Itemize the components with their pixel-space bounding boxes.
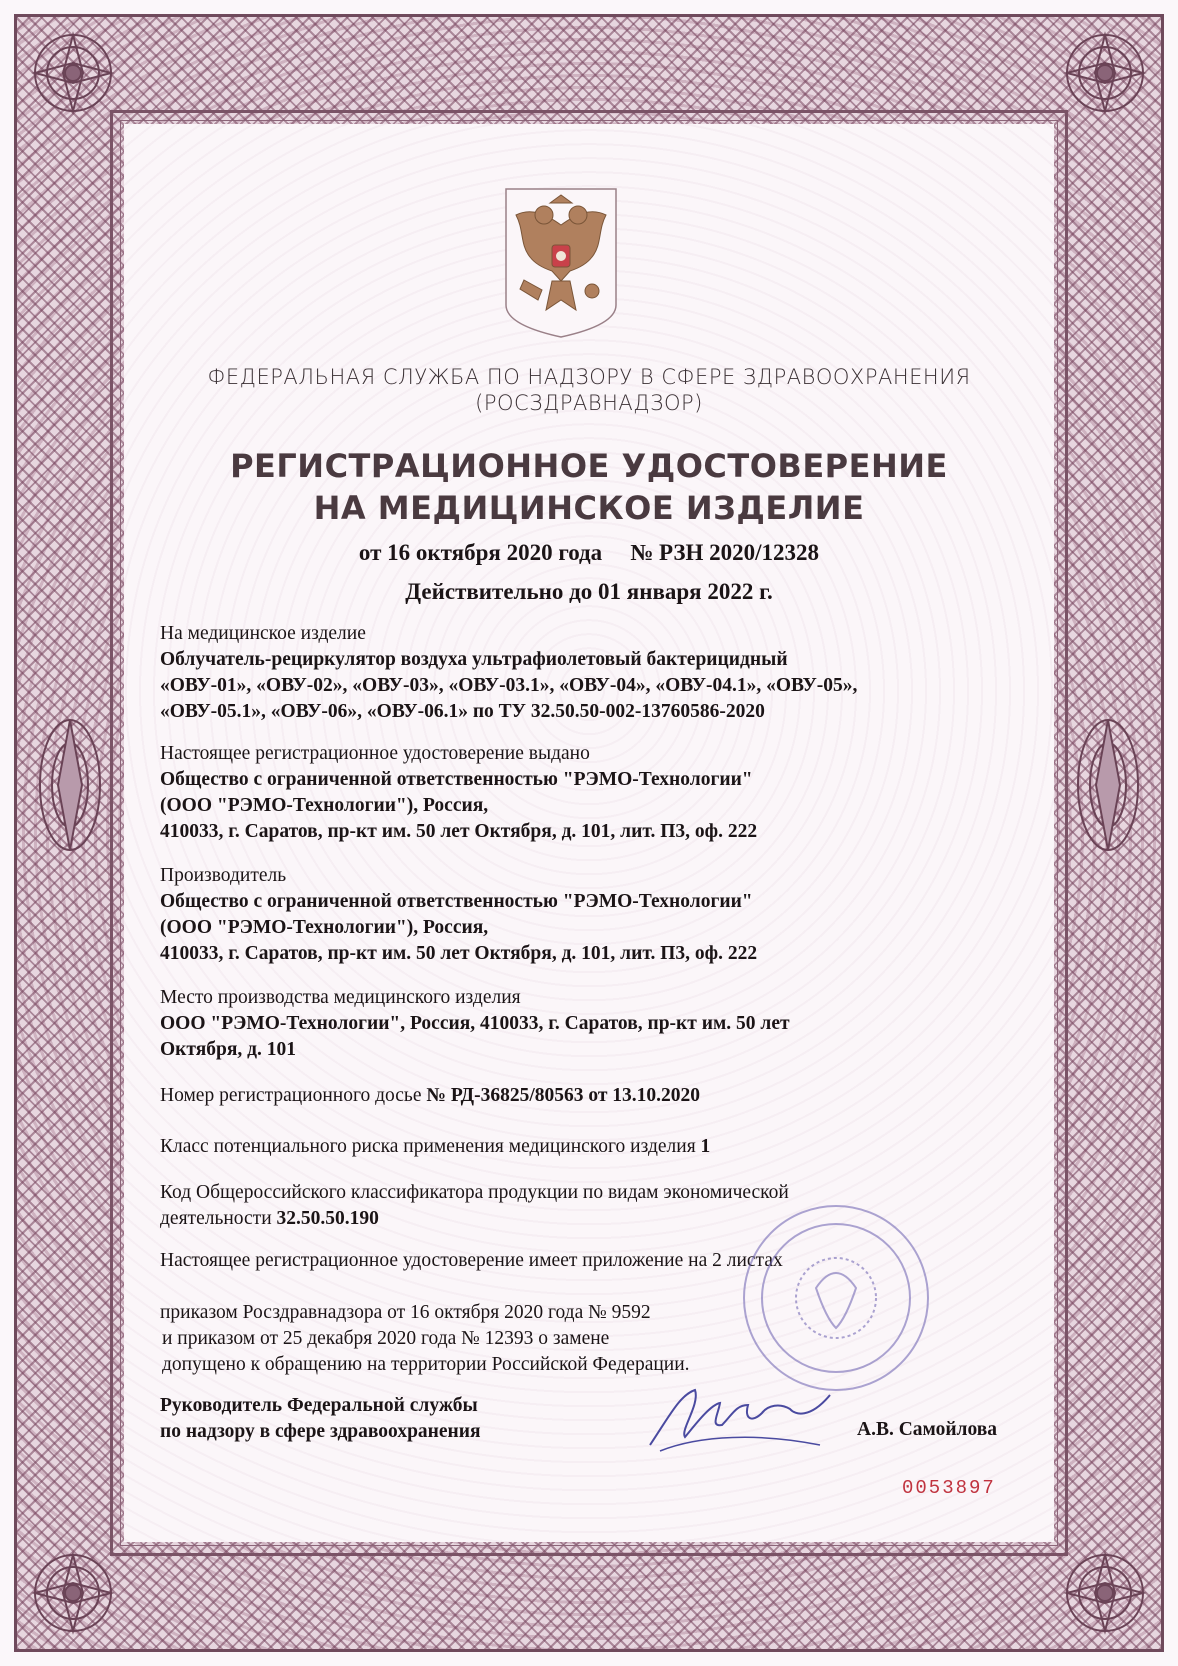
official-seal (736, 1198, 936, 1398)
issued-to-section (160, 741, 1040, 845)
signatory-title-line: Руководитель Федеральной службы (160, 1395, 478, 1416)
dossier-number: № РД-36825/80563 от 13.10.2020 (426, 1085, 701, 1106)
okpd-code: 32.50.50.190 (276, 1208, 379, 1229)
corner-ornament-icon (1060, 1548, 1150, 1638)
issued-to-line: Общество с ограниченной ответственностью "РЭМО-Технологии" (160, 769, 753, 790)
double-headed-eagle-icon (502, 185, 620, 340)
device-section (160, 621, 1040, 725)
dossier-section (160, 1083, 1040, 1109)
serial-number: 0053897 (902, 1477, 996, 1499)
manufacturer-line: Общество с ограниченной ответственностью "РЭМО-Технологии" (160, 891, 753, 912)
signatory-title (160, 1393, 481, 1445)
production-site-section (160, 985, 1040, 1063)
okpd-label: Код Общероссийского классификатора продукции по видам экономической (160, 1182, 789, 1203)
device-line: Облучатель-рециркулятор воздуха ультрафиолетовый бактерицидный (160, 649, 788, 670)
okpd-label: деятельности (160, 1208, 272, 1229)
signatory-title-line: по надзору в сфере здравоохранения (160, 1421, 481, 1442)
document-title: РЕГИСТРАЦИОННОЕ УДОСТОВЕРЕНИЕ (230, 447, 948, 485)
manufacturer-line: (ООО "РЭМО-Технологии"), Россия, (160, 917, 489, 938)
manufacturer-line: 410033, г. Саратов, пр-кт им. 50 лет Октября, д. 101, лит. П3, оф. 222 (160, 943, 758, 964)
manufacturer-section (160, 863, 1040, 967)
risk-class-label: Класс потенциального риска применения медицинского изделия (160, 1136, 696, 1157)
side-ornament-icon (1068, 710, 1148, 860)
agency-abbreviation: (РОСЗДРАВНАДЗОР) (475, 391, 703, 415)
issued-to-line: (ООО "РЭМО-Технологии"), Россия, (160, 795, 489, 816)
appendix-text: Настоящее регистрационное удостоверение имеет приложение на 2 листах (160, 1250, 783, 1271)
side-ornament-icon (30, 710, 110, 860)
order-line: допущено к обращению на территории Российской Федерации. (162, 1354, 690, 1375)
document-subtitle: НА МЕДИЦИНСКОЕ ИЗДЕЛИЕ (313, 489, 865, 527)
corner-ornament-icon (28, 1548, 118, 1638)
production-site-label: Место производства медицинского изделия (160, 987, 521, 1008)
production-site-line: Октября, д. 101 (160, 1039, 297, 1060)
signatory-name: А.В. Самойлова (857, 1419, 998, 1440)
agency-name: ФЕДЕРАЛЬНАЯ СЛУЖБА ПО НАДЗОРУ В СФЕРЕ ЗДРАВООХРАНЕНИЯ (207, 365, 971, 389)
risk-class-section (160, 1134, 1040, 1160)
issued-to-label: Настоящее регистрационное удостоверение выдано (160, 743, 590, 764)
certificate-date-number (124, 540, 1054, 566)
corner-ornament-icon (28, 28, 118, 118)
issued-to-line: 410033, г. Саратов, пр-кт им. 50 лет Октября, д. 101, лит. П3, оф. 222 (160, 821, 758, 842)
order-line: приказом Росздравнадзора от 16 октября 2020 года № 9592 (160, 1302, 651, 1323)
production-site-line: ООО "РЭМО-Технологии", Россия, 410033, г. Саратов, пр-кт им. 50 лет (160, 1013, 790, 1034)
handwritten-signature (640, 1375, 840, 1455)
risk-class-value: 1 (700, 1136, 711, 1157)
device-line: «ОВУ-01», «ОВУ-02», «ОВУ-03», «ОВУ-03.1», «ОВУ-04», «ОВУ-04.1», «ОВУ-05», (160, 675, 858, 696)
corner-ornament-icon (1060, 28, 1150, 118)
device-line: «ОВУ-05.1», «ОВУ-06», «ОВУ-06.1» по ТУ 32.50.50-002-13760586-2020 (160, 701, 765, 722)
validity-date: Действительно до 01 января 2022 г. (405, 579, 773, 604)
certificate-number: № РЗН 2020/12328 (630, 540, 820, 565)
order-line: и приказом от 25 декабря 2020 года № 12393 о замене (162, 1328, 610, 1349)
certificate-date: от 16 октября 2020 года (358, 540, 603, 565)
manufacturer-label: Производитель (160, 865, 287, 886)
device-label: На медицинское изделие (160, 623, 366, 644)
dossier-label: Номер регистрационного досье (160, 1085, 422, 1106)
